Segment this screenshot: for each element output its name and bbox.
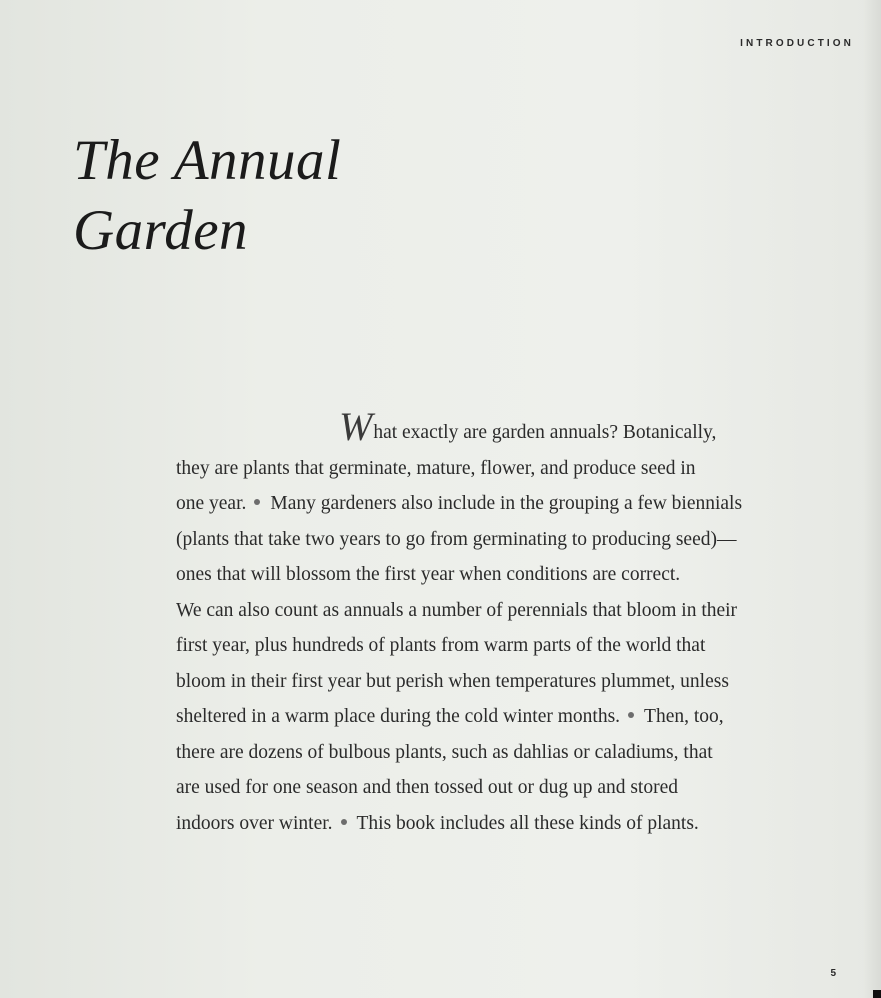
text-line <box>176 486 836 522</box>
text-segment: one year. <box>176 493 247 514</box>
text-line: first year, plus hundreds of plants from warm parts of the world that <box>176 635 706 656</box>
text-line: are used for one season and then tossed out or dug up and stored <box>176 777 679 798</box>
bullet-icon <box>254 499 260 505</box>
text-line-content: hat exactly are garden annuals? Botanically, <box>373 422 717 443</box>
bullet-icon <box>628 712 634 718</box>
text-line <box>176 404 836 451</box>
bullet-icon <box>341 819 347 825</box>
text-segment: Then, too, <box>644 706 724 727</box>
running-head: INTRODUCTION <box>740 38 854 49</box>
chapter-title <box>73 126 341 266</box>
chapter-title-line-1: The Annual <box>73 129 342 192</box>
text-segment: Many gardeners also include in the grouping a few biennials <box>270 493 743 514</box>
text-line: ones that will blossom the first year when conditions are correct. <box>176 564 681 585</box>
text-line <box>176 699 836 735</box>
text-line: there are dozens of bulbous plants, such as dahlias or caladiums, that <box>176 741 713 763</box>
text-line: they are plants that germinate, mature, flower, and produce seed in <box>176 457 696 479</box>
text-line: bloom in their first year but perish when temperatures plummet, unless <box>176 670 729 692</box>
text-line <box>176 806 836 842</box>
scan-corner-mark <box>873 990 881 998</box>
text-line: (plants that take two years to go from germinating to producing seed)— <box>176 528 737 550</box>
chapter-title-line-2: Garden <box>73 199 249 262</box>
text-segment: This book includes all these kinds of plants. <box>356 812 699 834</box>
drop-initial: W <box>339 404 373 449</box>
text-line: We can also count as annuals a number of perennials that bloom in their <box>176 599 738 621</box>
introduction-paragraph <box>176 404 836 841</box>
text-segment: indoors over winter. <box>176 812 333 834</box>
text-segment: sheltered in a warm place during the cold winter months. <box>176 706 621 727</box>
page-number: 5 <box>830 968 836 979</box>
